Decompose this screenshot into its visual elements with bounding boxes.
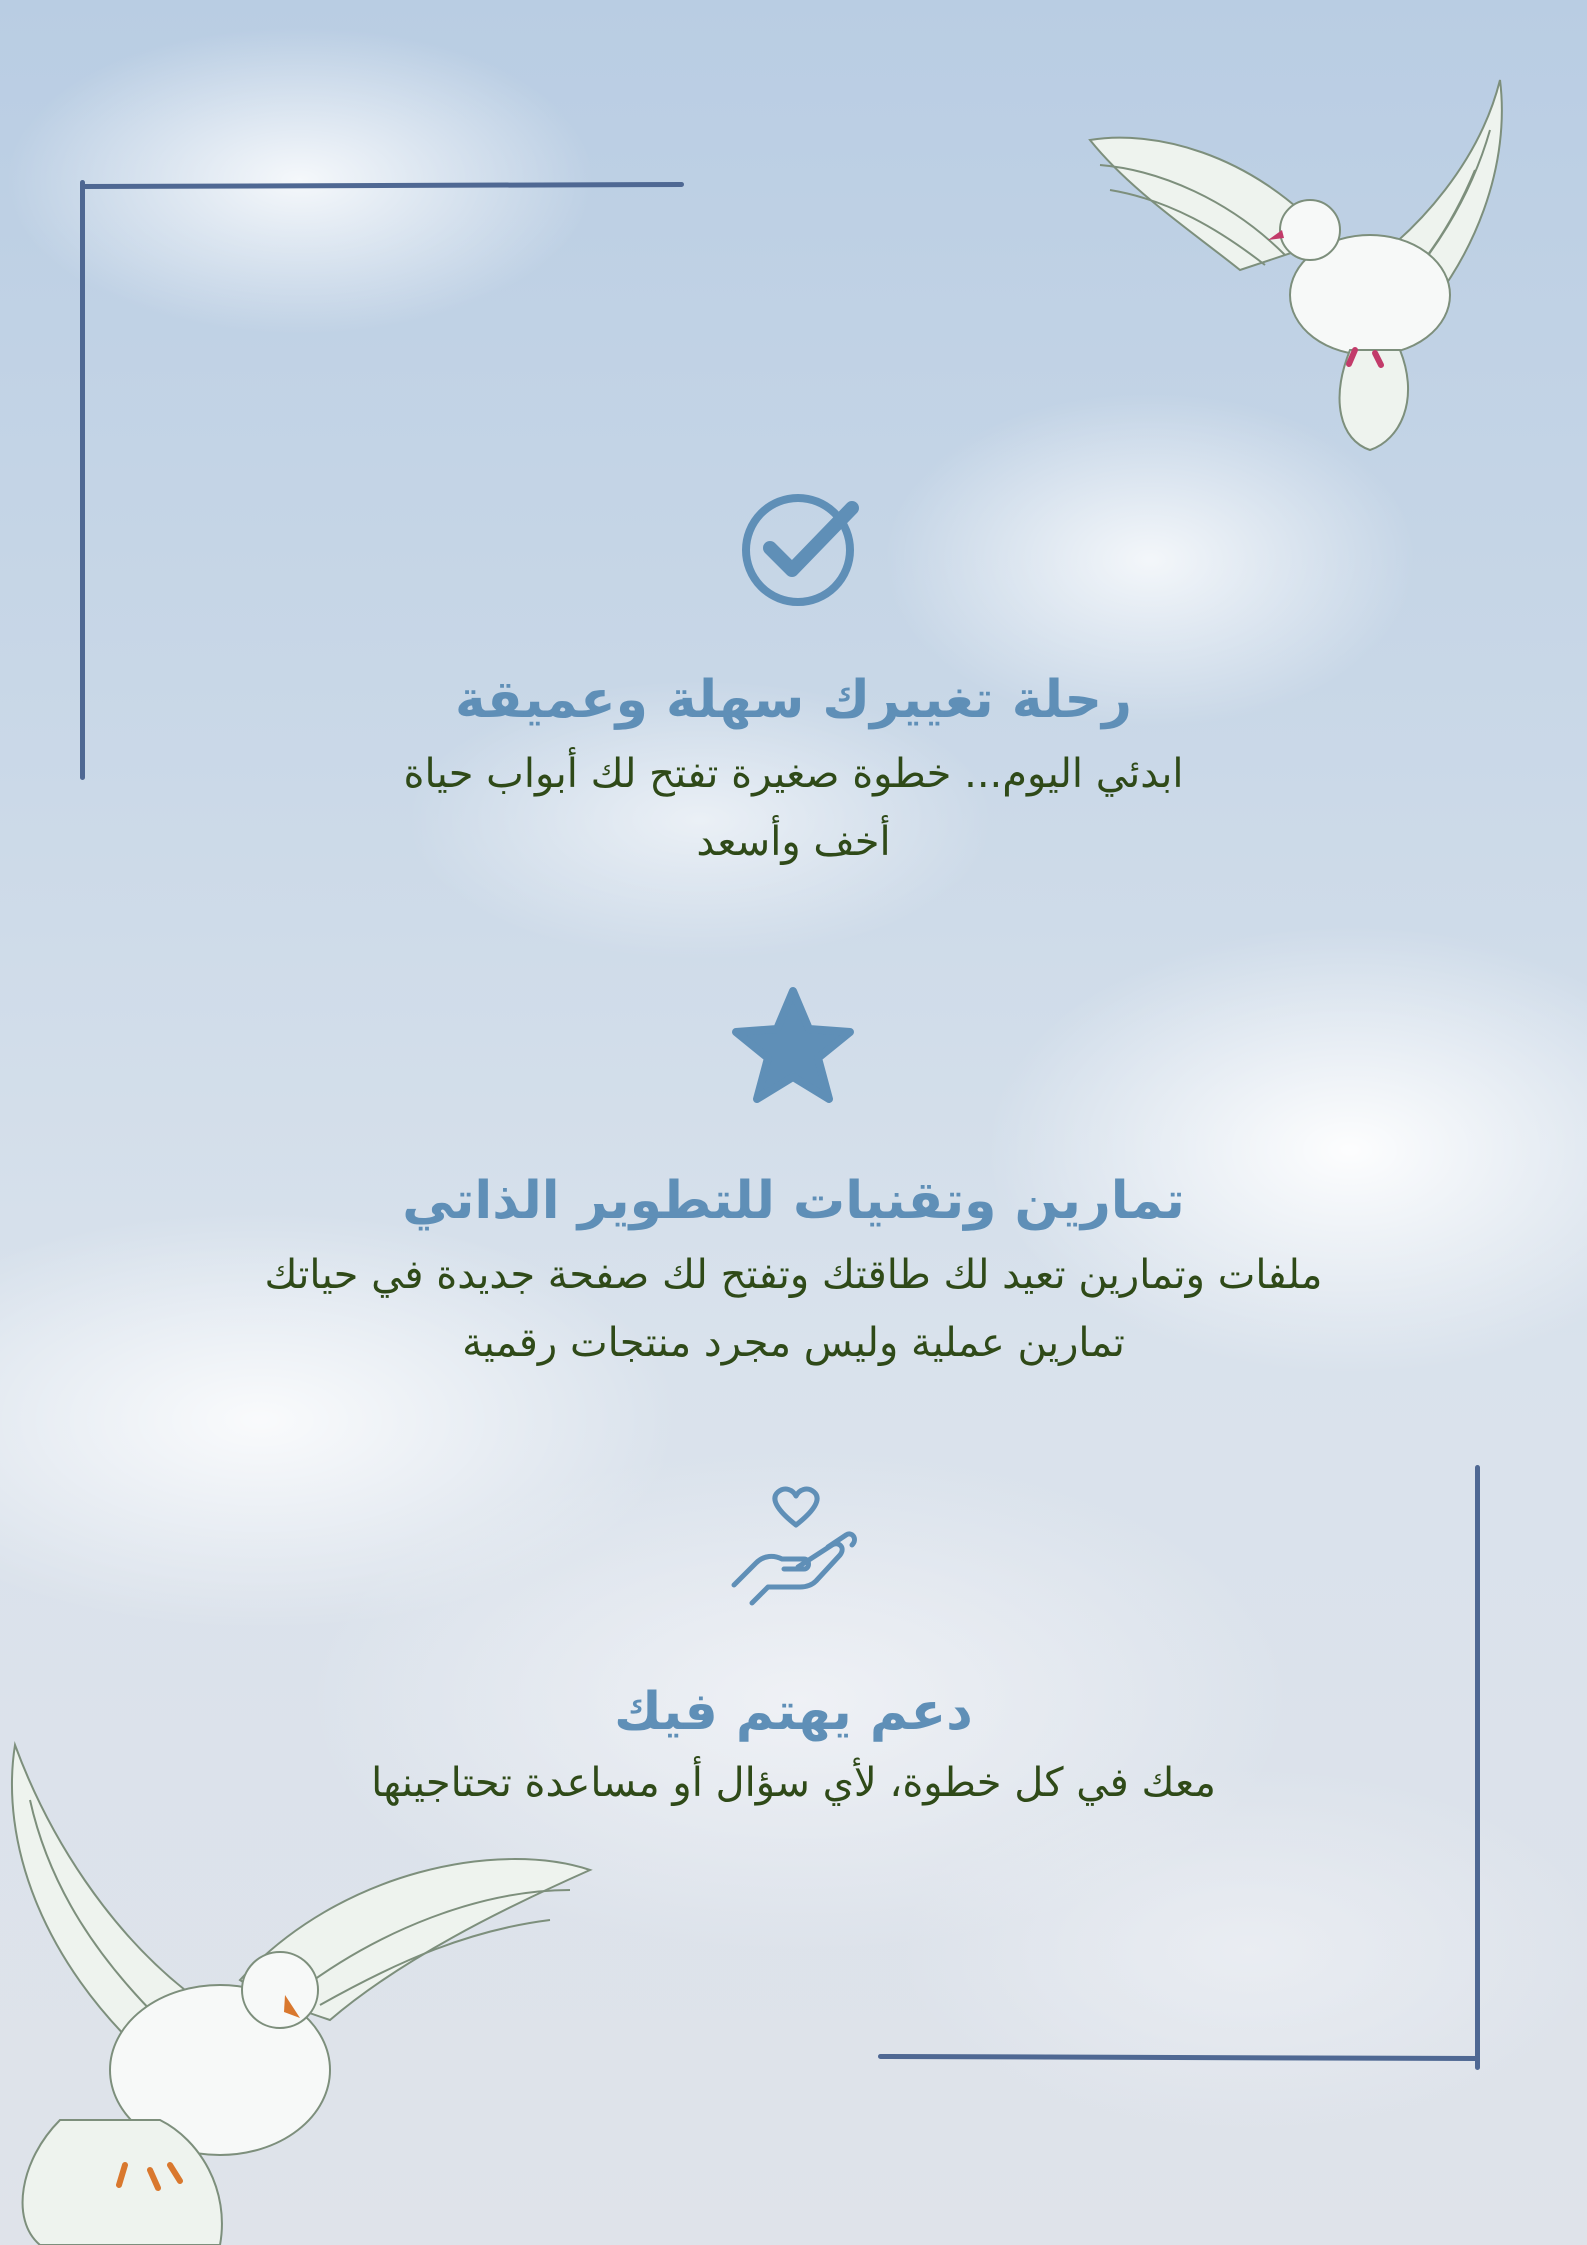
star-icon: [728, 985, 858, 1110]
section-exercises: [0, 1166, 1587, 1377]
section-heading: دعم يهتم فيك: [614, 1682, 973, 1742]
dove-icon: [1070, 70, 1520, 470]
section-text-line: معك في كل خطوة، لأي سؤال أو مساعدة تحتاجينها: [371, 1760, 1216, 1806]
check-circle-icon: [740, 490, 860, 610]
section-text-line: أخف وأسعد: [696, 819, 891, 865]
frame-top-left-horizontal: [82, 182, 684, 189]
section-text-line: ابدئي اليوم... خطوة صغيرة تفتح لك أبواب حياة: [403, 751, 1184, 797]
section-heading: تمارين وتقنيات للتطوير الذاتي: [402, 1171, 1185, 1231]
heart-hand-icon: [728, 1485, 863, 1615]
section-support: [0, 1677, 1587, 1817]
section-journey: [0, 665, 1587, 876]
frame-bottom-right-horizontal: [878, 2054, 1480, 2061]
section-heading: رحلة تغييرك سهلة وعميقة: [455, 670, 1132, 730]
section-text-line: تمارين عملية وليس مجرد منتجات رقمية: [462, 1320, 1125, 1366]
section-text-line: ملفات وتمارين تعيد لك طاقتك وتفتح لك صفحة جديدة في حياتك: [264, 1252, 1323, 1298]
